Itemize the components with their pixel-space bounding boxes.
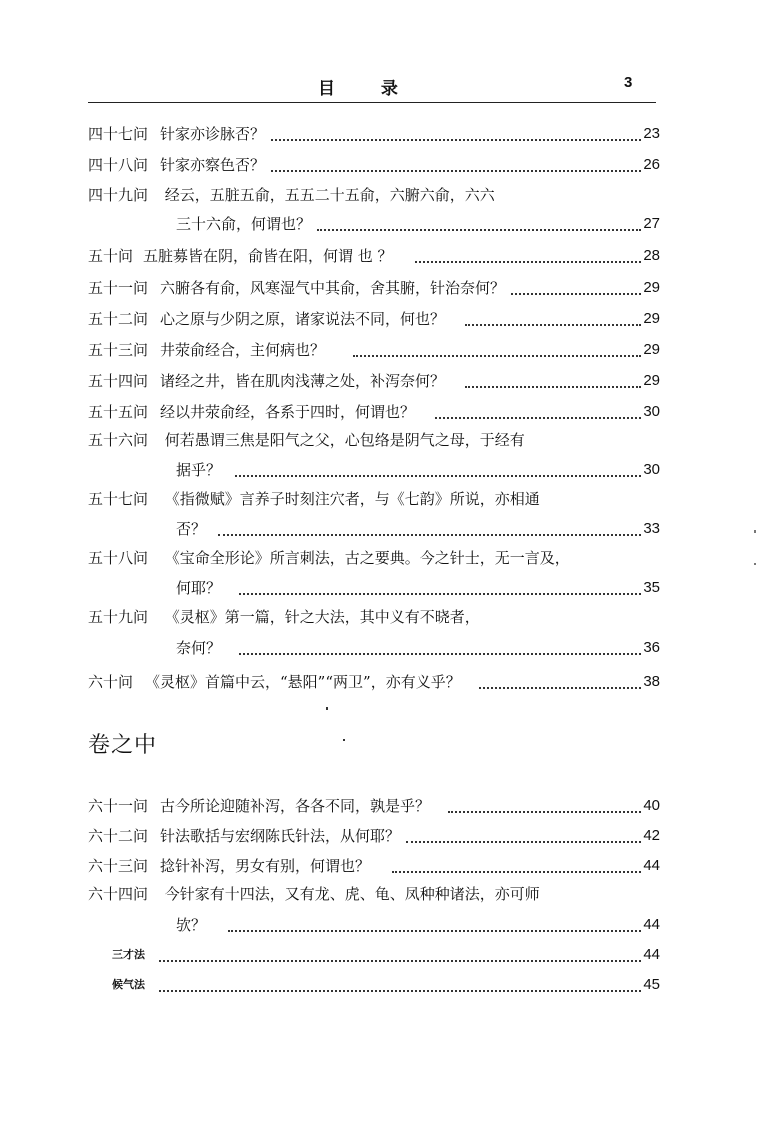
header-title: 目 录 [318, 79, 418, 99]
page-number: 38 [643, 673, 660, 690]
toc-entry-line[interactable] [88, 429, 525, 451]
dot-leader [479, 687, 642, 689]
toc-entry[interactable] [88, 669, 660, 693]
page-number: 27 [643, 215, 660, 232]
page-number: 29 [643, 372, 660, 389]
page-number: 42 [643, 827, 660, 844]
sub-entry-label: 三才法 [112, 948, 145, 961]
question-title: 古今所论迎随补泻，各各不同，孰是乎？ [160, 797, 431, 815]
toc-entry-line[interactable] [88, 547, 570, 569]
question-title: 奈何？ [176, 639, 222, 657]
scan-speck [754, 563, 756, 565]
dot-leader [435, 417, 641, 419]
question-title-line: 经云，五脏五俞，五五二十五俞，六腑六俞，六六 [164, 186, 495, 204]
question-number: 五十三问 [88, 341, 149, 359]
question-number: 四十九问 [88, 186, 149, 204]
toc-entry[interactable] [88, 399, 660, 423]
page-number: 45 [643, 976, 660, 993]
scan-speck [343, 739, 345, 741]
question-number: 四十七问 [88, 125, 149, 143]
question-title: 针法歌括与宏纲陈氏针法，从何耶？ [160, 827, 401, 845]
dot-leader [392, 871, 641, 873]
question-number: 六十一问 [88, 797, 149, 815]
page-number: 26 [643, 156, 660, 173]
toc-entry[interactable] [88, 853, 660, 877]
dot-leader [239, 593, 641, 595]
question-title: 捻针补泻，男女有别，何谓也？ [160, 857, 371, 875]
header-rule [88, 102, 656, 103]
question-title-line: 何若愚谓三焦是阳气之父，心包络是阴气之母，于经有 [164, 431, 525, 449]
page-number: 35 [643, 579, 660, 596]
dot-leader [448, 811, 641, 813]
question-number: 六十二问 [88, 827, 149, 845]
question-title: 否？ [176, 520, 207, 538]
toc-entry-continuation[interactable] [176, 516, 660, 540]
question-number: 六十三问 [88, 857, 149, 875]
toc-entry-line[interactable] [88, 606, 480, 628]
scan-speck [754, 530, 756, 533]
page-number: 29 [643, 279, 660, 296]
page-number: 44 [643, 946, 660, 963]
toc-sub-entry[interactable] [112, 972, 660, 996]
question-title: 据乎？ [176, 461, 222, 479]
question-title-line: 《宝命全形论》所言刺法，古之要典。今之针士，无一言及， [164, 549, 570, 567]
page-number: 33 [643, 520, 660, 537]
page-number: 44 [643, 857, 660, 874]
toc-entry[interactable] [88, 306, 660, 330]
question-number: 五十六问 [88, 431, 149, 449]
sub-entry-label: 候气法 [112, 978, 145, 991]
toc-entry[interactable] [88, 152, 660, 176]
toc-entry[interactable] [88, 121, 660, 145]
question-title-line: 今针家有十四法，又有龙、虎、龟、凤种种诸法，亦可师 [164, 885, 540, 903]
dot-leader [353, 355, 641, 357]
question-number: 五十五问 [88, 403, 149, 421]
question-number: 五十二问 [88, 310, 149, 328]
question-number: 六十四问 [88, 885, 149, 903]
question-title: 心之原与少阴之原，诸家说法不同，何也？ [160, 310, 446, 328]
question-title: 井荥俞经合，主何病也？ [160, 341, 326, 359]
question-number: 五十九问 [88, 608, 149, 626]
toc-entry-continuation[interactable] [176, 457, 660, 481]
page-number: 28 [643, 247, 660, 264]
dot-leader [406, 841, 641, 843]
question-title: 何耶？ [176, 579, 222, 597]
dot-leader [271, 170, 641, 172]
section-title: 卷之中 [88, 733, 158, 758]
dot-leader [159, 990, 641, 992]
toc-entry[interactable] [88, 793, 660, 817]
dot-leader [239, 653, 641, 655]
question-title: 针家亦诊脉否？ [160, 125, 266, 143]
toc-entry-line[interactable] [88, 488, 540, 510]
page-number: 30 [643, 461, 660, 478]
scan-speck [326, 707, 328, 710]
dot-leader [218, 534, 641, 536]
question-number: 五十八问 [88, 549, 149, 567]
toc-entry[interactable] [88, 337, 660, 361]
toc-entry[interactable] [88, 275, 660, 299]
question-number: 五十问 [88, 247, 134, 265]
question-title: 六腑各有俞，风寒湿气中其俞，舍其腑，针治奈何？ [160, 279, 506, 297]
toc-entry-continuation[interactable] [176, 912, 660, 936]
page-number: 36 [643, 639, 660, 656]
dot-leader [228, 930, 641, 932]
question-title: 欤？ [176, 916, 207, 934]
toc-entry-continuation[interactable] [176, 635, 660, 659]
question-title: 五脏募皆在阴，俞皆在阳，何谓 也 ？ [143, 247, 393, 265]
question-title: 诸经之井，皆在肌肉浅薄之处，补泻奈何？ [160, 372, 446, 390]
dot-leader [415, 261, 642, 263]
question-title: 《灵枢》首篇中云，“悬阳”“两卫”，亦有义乎？ [145, 673, 461, 691]
question-title: 经以井荥俞经，各系于四时，何谓也？ [160, 403, 416, 421]
toc-entry-continuation[interactable] [176, 211, 660, 235]
question-title-line: 《灵枢》第一篇，针之大法，其中义有不晓者， [164, 608, 480, 626]
toc-sub-entry[interactable] [112, 942, 660, 966]
question-number: 五十一问 [88, 279, 149, 297]
dot-leader [465, 324, 641, 326]
question-number: 五十七问 [88, 490, 149, 508]
dot-leader [159, 960, 641, 962]
page-number: 44 [643, 916, 660, 933]
question-title-line: 《指微赋》言养子时刻注穴者，与《七韵》所说，亦相通 [164, 490, 540, 508]
toc-entry-line[interactable] [88, 184, 495, 206]
dot-leader [317, 229, 641, 231]
toc-entry[interactable] [88, 823, 660, 847]
page-number: 23 [643, 125, 660, 142]
toc-entry[interactable] [88, 243, 660, 267]
toc-entry[interactable] [88, 368, 660, 392]
question-number: 五十四问 [88, 372, 149, 390]
toc-entry-line[interactable] [88, 883, 540, 905]
header-page-number: 3 [624, 74, 633, 91]
dot-leader [235, 475, 641, 477]
page-number: 40 [643, 797, 660, 814]
question-number: 六十问 [88, 673, 134, 691]
page-number: 29 [643, 341, 660, 358]
toc-entry-continuation[interactable] [176, 575, 660, 599]
page-number: 29 [643, 310, 660, 327]
dot-leader [511, 293, 641, 295]
page-number: 30 [643, 403, 660, 420]
dot-leader [465, 386, 641, 388]
dot-leader [271, 139, 641, 141]
question-number: 四十八问 [88, 156, 149, 174]
question-title: 针家亦察色否？ [160, 156, 266, 174]
question-title: 三十六俞，何谓也？ [176, 215, 312, 233]
